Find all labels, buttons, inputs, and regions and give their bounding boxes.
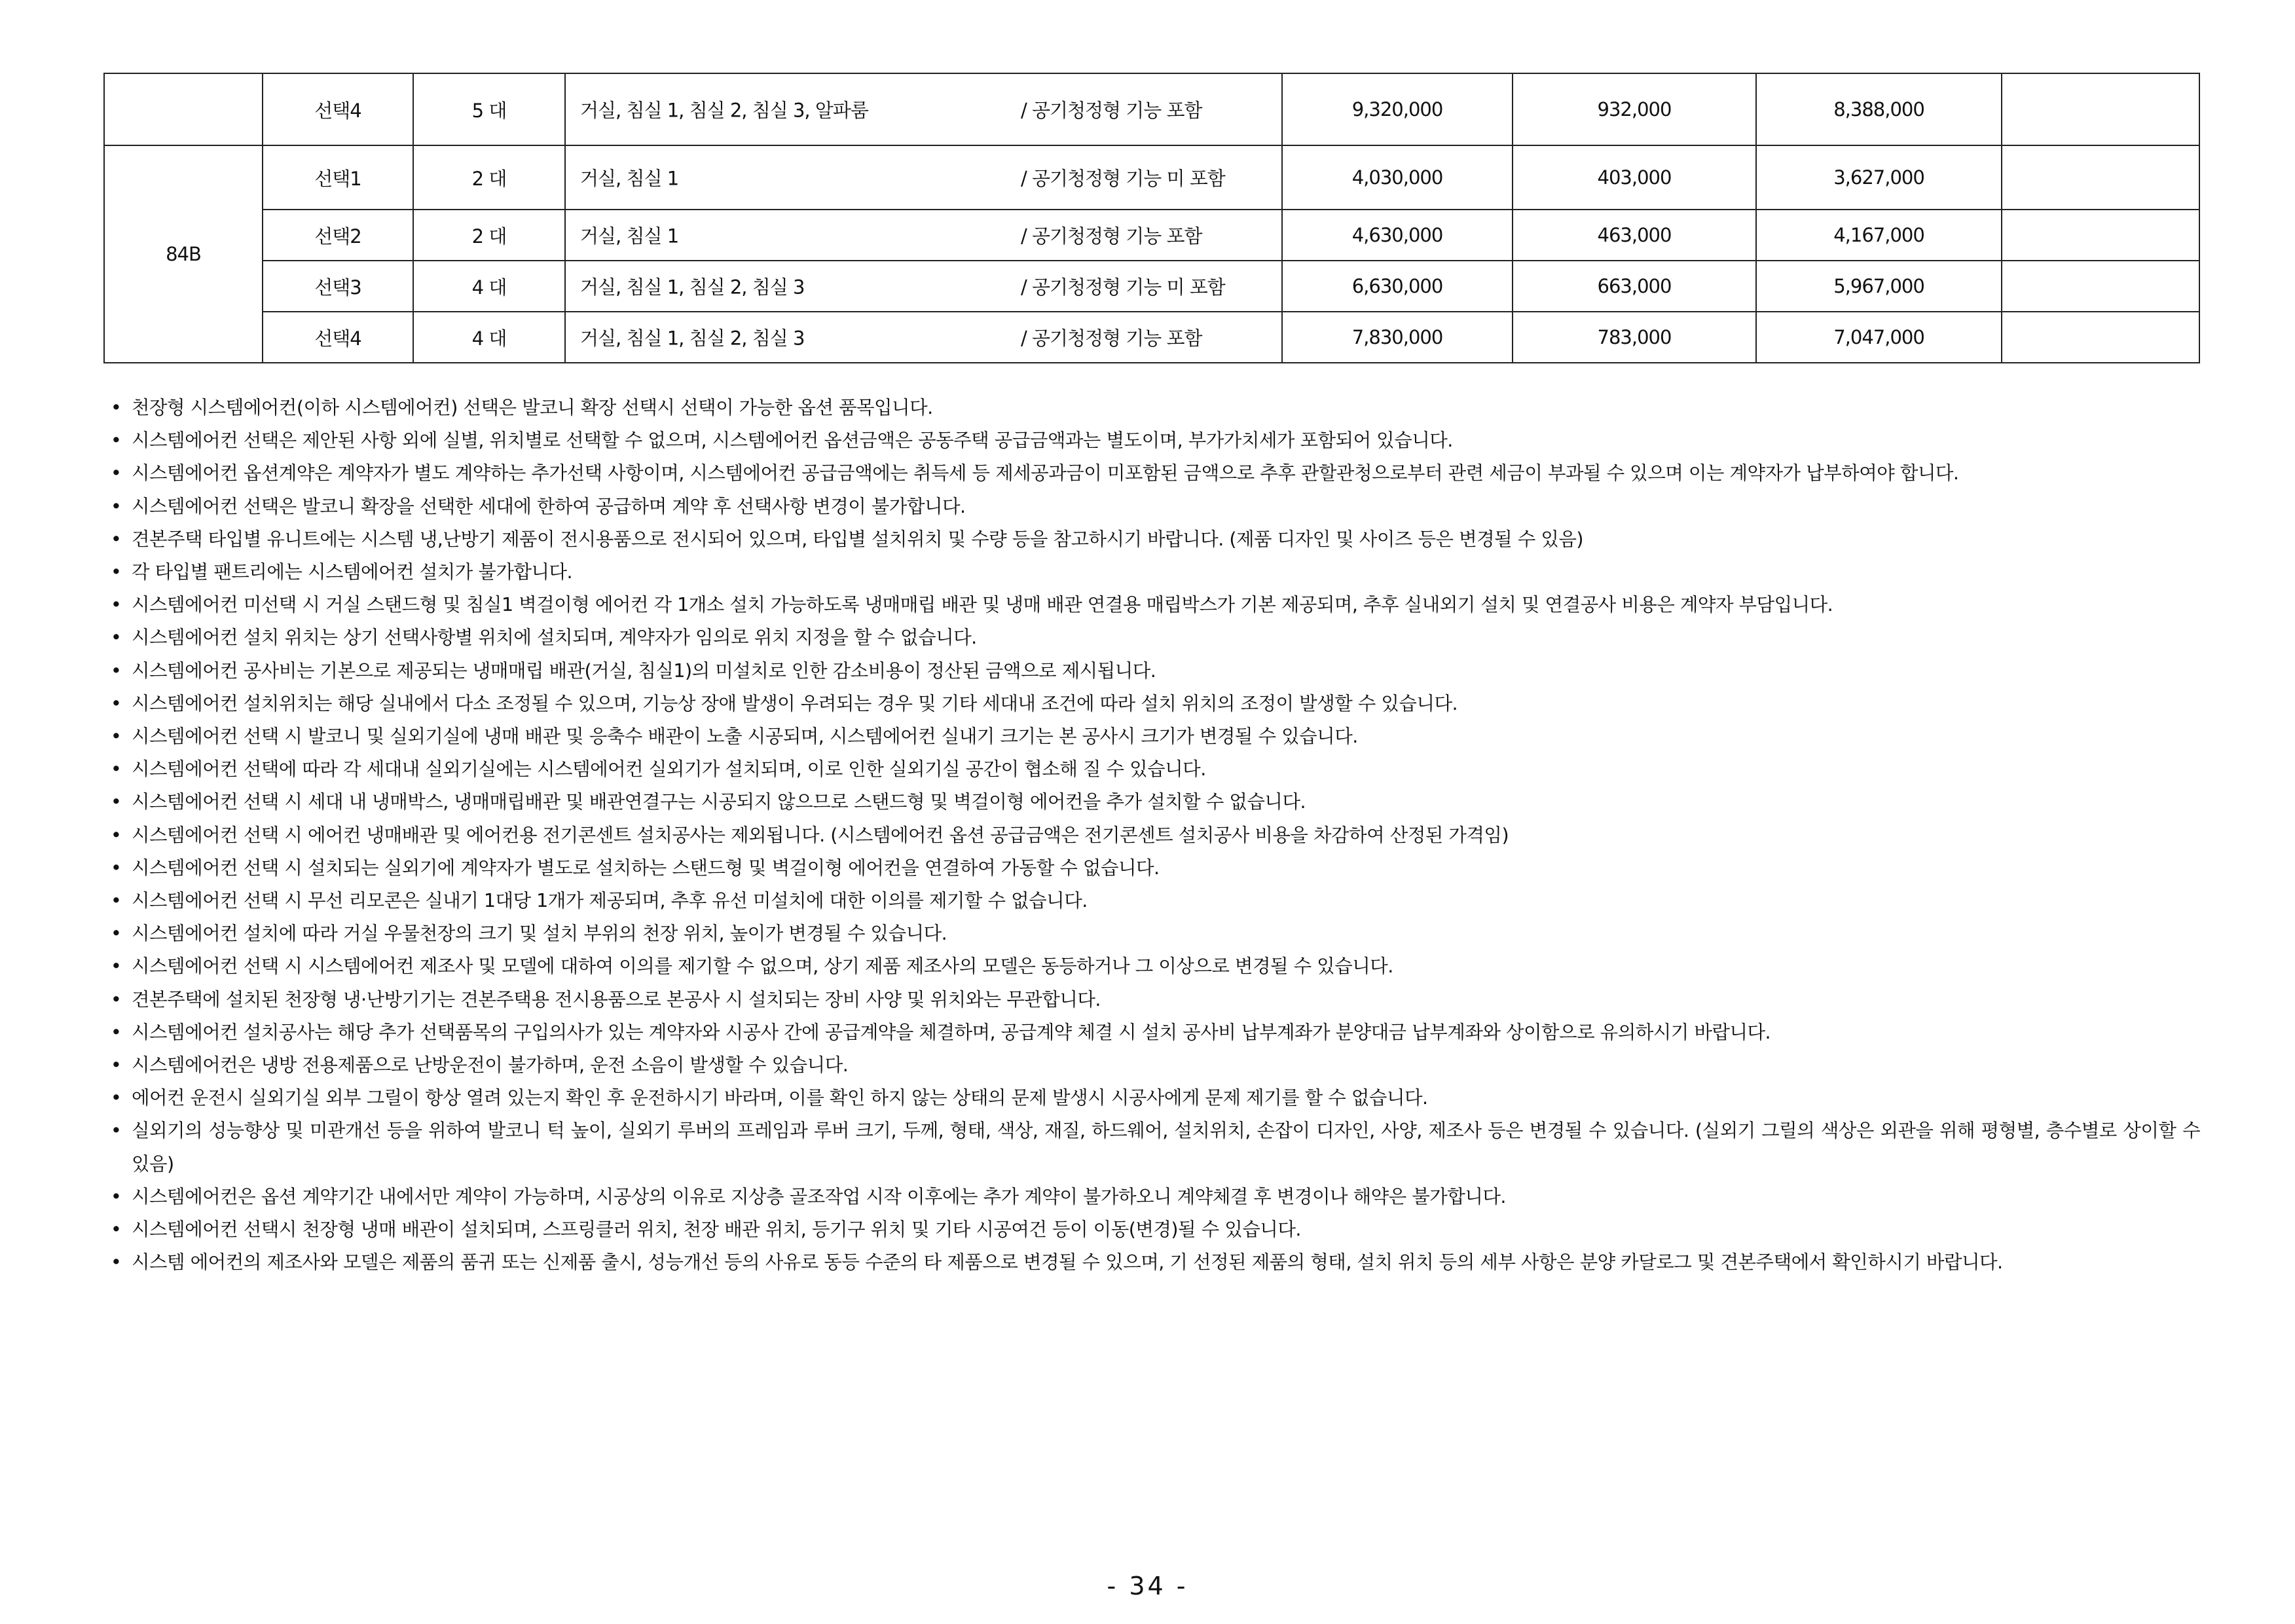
note-cell — [2002, 261, 2199, 312]
note-text: 시스템에어컨 선택 시 무선 리모콘은 실내기 1대당 1개가 제공되며, 추후 유선 미설치에 대한 이의를 제기할 수 없습니다. — [132, 890, 1088, 912]
page-number: - 34 - — [1107, 1572, 1188, 1600]
note-text: 실외기의 성능향상 및 미관개선 등을 위하여 발코니 턱 높이, 실외기 루버의 프레임과 루버 크기, 두께, 형태, 색상, 재질, 하드웨어, 설치위치, 손잡이 디자인, 사양, 제조사 등은 변경될 수 있습니다. (실외기 그릴의 색상은 외관을 위해 평형별, 층수별로 상이할 수 있음) — [132, 1120, 2200, 1175]
vat-cell: 663,000 — [1513, 261, 1756, 312]
option-price-table — [103, 73, 2200, 363]
note-text: 시스템에어컨은 옵션 계약기간 내에서만 계약이 가능하며, 시공상의 이유로 지상층 골조작업 시작 이후에는 추가 계약이 불가하오니 계약체결 후 변경이나 해약은 불가합니다. — [132, 1185, 1506, 1208]
note-text: 시스템 에어컨의 제조사와 모델은 제품의 품귀 또는 신제품 출시, 성능개선 등의 사유로 동등 수준의 타 제품으로 변경될 수 있으며, 기 선정된 제품의 형태, 설치 위치 등의 세부 사항은 분양 카달로그 및 견본주택에서 확인하시기 바랍니다. — [132, 1251, 2003, 1274]
rooms-text: 거실, 침실 1, 침실 2, 침실 3 — [580, 327, 805, 350]
note-text: 시스템에어컨 선택은 발코니 확장을 선택한 세대에 한하여 공급하며 계약 후 선택사항 변경이 불가합니다. — [132, 495, 966, 517]
type-cell: 84B — [104, 145, 263, 363]
function-text: / 공기청정형 기능 미 포함 — [1021, 276, 1225, 299]
bullet-icon: • — [111, 627, 122, 649]
vat-cell: 463,000 — [1513, 210, 1756, 261]
location-cell — [565, 312, 1282, 363]
bullet-icon: • — [111, 758, 122, 781]
note-text: 시스템에어컨 공사비는 기본으로 제공되는 냉매매립 배관(거실, 침실1)의 미설치로 인한 감소비용이 정산된 금액으로 제시됩니다. — [132, 659, 1156, 682]
note-text: 시스템에어컨 선택에 따라 각 세대내 실외기실에는 시스템에어컨 실외기가 설치되며, 이로 인한 실외기실 공간이 협소해 질 수 있습니다. — [132, 758, 1206, 781]
note-text: 견본주택에 설치된 천장형 냉·난방기기는 견본주택용 전시용품으로 본공사 시 설치되는 장비 사양 및 위치와는 무관합니다. — [132, 988, 1101, 1010]
units-cell: 2 대 — [413, 210, 565, 261]
rooms-text: 거실, 침실 1, 침실 2, 침실 3, 알파룸 — [580, 99, 868, 122]
function-text: / 공기청정형 기능 포함 — [1021, 327, 1202, 350]
units-cell: 2 대 — [413, 145, 565, 210]
supply-price-cell: 6,630,000 — [1282, 261, 1513, 312]
note-item — [108, 1213, 2200, 1246]
total-cell: 8,388,000 — [1756, 73, 2002, 145]
note-text: 시스템에어컨은 냉방 전용제품으로 난방운전이 불가하며, 운전 소음이 발생할 수 있습니다. — [132, 1054, 849, 1077]
vat-cell: 783,000 — [1513, 312, 1756, 363]
note-item — [108, 1246, 2200, 1279]
bullet-icon: • — [111, 1087, 122, 1109]
table-row — [104, 261, 2199, 312]
units-cell: 4 대 — [413, 312, 565, 363]
note-item — [108, 984, 2200, 1016]
note-item — [108, 917, 2200, 950]
table-row — [104, 145, 2199, 210]
location-cell — [565, 73, 1282, 145]
function-text: / 공기청정형 기능 포함 — [1021, 225, 1202, 248]
note-item — [108, 950, 2200, 983]
note-text: 시스템에어컨 설치위치는 해당 실내에서 다소 조정될 수 있으며, 기능상 장애 발생이 우려되는 경우 및 기타 세대내 조건에 따라 설치 위치의 조정이 발생할 수 있습니다. — [132, 692, 1458, 714]
function-text: / 공기청정형 기능 미 포함 — [1021, 167, 1225, 190]
rooms-text: 거실, 침실 1 — [580, 167, 679, 190]
note-text: 천장형 시스템에어컨(이하 시스템에어컨) 선택은 발코니 확장 선택시 선택이 가능한 옵션 품목입니다. — [132, 397, 933, 418]
note-text: 시스템에어컨 설치공사는 해당 추가 선택품목의 구입의사가 있는 계약자와 시공사 간에 공급계약을 체결하며, 공급계약 체결 시 설치 공사비 납부계좌가 분양대금 납부계좌와 상이함으로 유의하시기 바랍니다. — [132, 1021, 1771, 1043]
table-row — [104, 73, 2199, 145]
note-item — [108, 457, 2200, 490]
note-text: 시스템에어컨 선택은 제안된 사항 외에 실별, 위치별로 선택할 수 없으며, 시스템에어컨 옵션금액은 공동주택 공급금액과는 별도이며, 부가가치세가 포함되어 있습니다. — [132, 430, 1453, 452]
note-text: 시스템에어컨 선택 시 발코니 및 실외기실에 냉매 배관 및 응축수 배관이 노출 시공되며, 시스템에어컨 실내기 크기는 본 공사시 크기가 변경될 수 있습니다. — [132, 726, 1358, 748]
bullet-icon: • — [111, 857, 122, 879]
note-item — [108, 556, 2200, 589]
option-cell: 선택3 — [263, 261, 413, 312]
bullet-icon: • — [111, 1054, 122, 1077]
bullet-icon: • — [111, 988, 122, 1010]
note-item — [108, 523, 2200, 556]
type-cell — [104, 73, 263, 145]
total-cell: 5,967,000 — [1756, 261, 2002, 312]
note-item — [108, 753, 2200, 786]
units-cell: 4 대 — [413, 261, 565, 312]
option-cell: 선택2 — [263, 210, 413, 261]
note-text: 시스템에어컨 선택 시 세대 내 냉매박스, 냉매매립배관 및 배관연결구는 시공되지 않으므로 스탠드형 및 벽걸이형 에어컨을 추가 설치할 수 없습니다. — [132, 791, 1306, 813]
note-text: 시스템에어컨 미선택 시 거실 스탠드형 및 침실1 벽걸이형 에어컨 각 1개소 설치 가능하도록 냉매매립 배관 및 냉매 배관 연결용 매립박스가 기본 제공되며, 추후 실내외기 설치 및 연결공사 비용은 계약자 부담입니다. — [132, 594, 1833, 616]
note-text: 각 타입별 팬트리에는 시스템에어컨 설치가 불가합니다. — [132, 561, 573, 583]
bullet-icon: • — [111, 923, 122, 945]
notes-list — [108, 392, 2200, 1279]
note-cell — [2002, 210, 2199, 261]
note-item — [108, 621, 2200, 654]
note-item — [108, 852, 2200, 885]
option-cell: 선택1 — [263, 145, 413, 210]
bullet-icon: • — [111, 659, 122, 682]
bullet-icon: • — [111, 726, 122, 748]
total-cell: 7,047,000 — [1756, 312, 2002, 363]
note-text: 시스템에어컨 설치 위치는 상기 선택사항별 위치에 설치되며, 계약자가 임의로 위치 지정을 할 수 없습니다. — [132, 627, 977, 649]
bullet-icon: • — [111, 791, 122, 813]
note-item — [108, 655, 2200, 688]
function-text: / 공기청정형 기능 포함 — [1021, 99, 1202, 122]
note-text: 시스템에어컨 선택 시 설치되는 실외기에 계약자가 별도로 설치하는 스탠드형 및 벽걸이형 에어컨을 연결하여 가동할 수 없습니다. — [132, 857, 1160, 879]
note-item — [108, 885, 2200, 917]
bullet-icon: • — [111, 824, 122, 846]
bullet-icon: • — [111, 462, 122, 485]
note-item — [108, 1049, 2200, 1082]
note-text: 시스템에어컨 설치에 따라 거실 우물천장의 크기 및 설치 부위의 천장 위치, 높이가 변경될 수 있습니다. — [132, 923, 947, 945]
note-item — [108, 1181, 2200, 1213]
bullet-icon: • — [111, 1219, 122, 1241]
bullet-icon: • — [111, 890, 122, 912]
bullet-icon: • — [111, 397, 122, 418]
note-cell — [2002, 312, 2199, 363]
rooms-text: 거실, 침실 1 — [580, 225, 679, 248]
bullet-icon: • — [111, 528, 122, 550]
bullet-icon: • — [111, 1185, 122, 1208]
location-cell — [565, 261, 1282, 312]
note-item — [108, 424, 2200, 457]
rooms-text: 거실, 침실 1, 침실 2, 침실 3 — [580, 276, 805, 299]
option-cell: 선택4 — [263, 73, 413, 145]
note-item — [108, 490, 2200, 523]
note-item — [108, 819, 2200, 852]
bullet-icon: • — [111, 1021, 122, 1043]
location-cell — [565, 145, 1282, 210]
option-cell: 선택4 — [263, 312, 413, 363]
note-text: 시스템에어컨 선택 시 시스템에어컨 제조사 및 모델에 대하여 이의를 제기할 수 없으며, 상기 제품 제조사의 모델은 동등하거나 그 이상으로 변경될 수 있습니다. — [132, 955, 1393, 978]
note-item — [108, 1016, 2200, 1049]
note-text: 시스템에어컨 선택시 천장형 냉매 배관이 설치되며, 스프링클러 위치, 천장 배관 위치, 등기구 위치 및 기타 시공여건 등이 이동(변경)될 수 있습니다. — [132, 1219, 1301, 1241]
note-text: 에어컨 운전시 실외기실 외부 그릴이 항상 열려 있는지 확인 후 운전하시기 바라며, 이를 확인 하지 않는 상태의 문제 발생시 시공사에게 문제 제기를 할 수 없습니다. — [132, 1087, 1428, 1109]
note-item — [108, 1082, 2200, 1115]
table-row — [104, 210, 2199, 261]
table-row — [104, 312, 2199, 363]
note-cell — [2002, 73, 2199, 145]
bullet-icon: • — [111, 955, 122, 978]
note-item — [108, 392, 2200, 424]
bullet-icon: • — [111, 1120, 122, 1142]
note-item — [108, 786, 2200, 819]
units-cell: 5 대 — [413, 73, 565, 145]
total-cell: 4,167,000 — [1756, 210, 2002, 261]
bullet-icon: • — [111, 1251, 122, 1274]
vat-cell: 403,000 — [1513, 145, 1756, 210]
supply-price-cell: 4,030,000 — [1282, 145, 1513, 210]
note-cell — [2002, 145, 2199, 210]
bullet-icon: • — [111, 430, 122, 452]
note-text: 시스템에어컨 옵션계약은 계약자가 별도 계약하는 추가선택 사항이며, 시스템에어컨 공급금액에는 취득세 등 제세공과금이 미포함된 금액으로 추후 관할관청으로부터 관련 세금이 부과될 수 있으며 이는 계약자가 납부하여야 합니다. — [132, 462, 1959, 485]
note-item — [108, 589, 2200, 621]
supply-price-cell: 9,320,000 — [1282, 73, 1513, 145]
total-cell: 3,627,000 — [1756, 145, 2002, 210]
bullet-icon: • — [111, 692, 122, 714]
bullet-icon: • — [111, 561, 122, 583]
vat-cell: 932,000 — [1513, 73, 1756, 145]
location-cell — [565, 210, 1282, 261]
supply-price-cell: 7,830,000 — [1282, 312, 1513, 363]
note-text: 견본주택 타입별 유니트에는 시스템 냉,난방기 제품이 전시용품으로 전시되어 있으며, 타입별 설치위치 및 수량 등을 참고하시기 바랍니다. (제품 디자인 및 사이즈 등은 변경될 수 있음) — [132, 528, 1584, 550]
bullet-icon: • — [111, 495, 122, 517]
supply-price-cell: 4,630,000 — [1282, 210, 1513, 261]
note-item — [108, 720, 2200, 753]
note-item — [108, 1115, 2200, 1180]
bullet-icon: • — [111, 594, 122, 616]
note-text: 시스템에어컨 선택 시 에어컨 냉매배관 및 에어컨용 전기콘센트 설치공사는 제외됩니다. (시스템에어컨 옵션 공급금액은 전기콘센트 설치공사 비용을 차감하여 산정된 가격임) — [132, 824, 1509, 846]
note-item — [108, 688, 2200, 720]
